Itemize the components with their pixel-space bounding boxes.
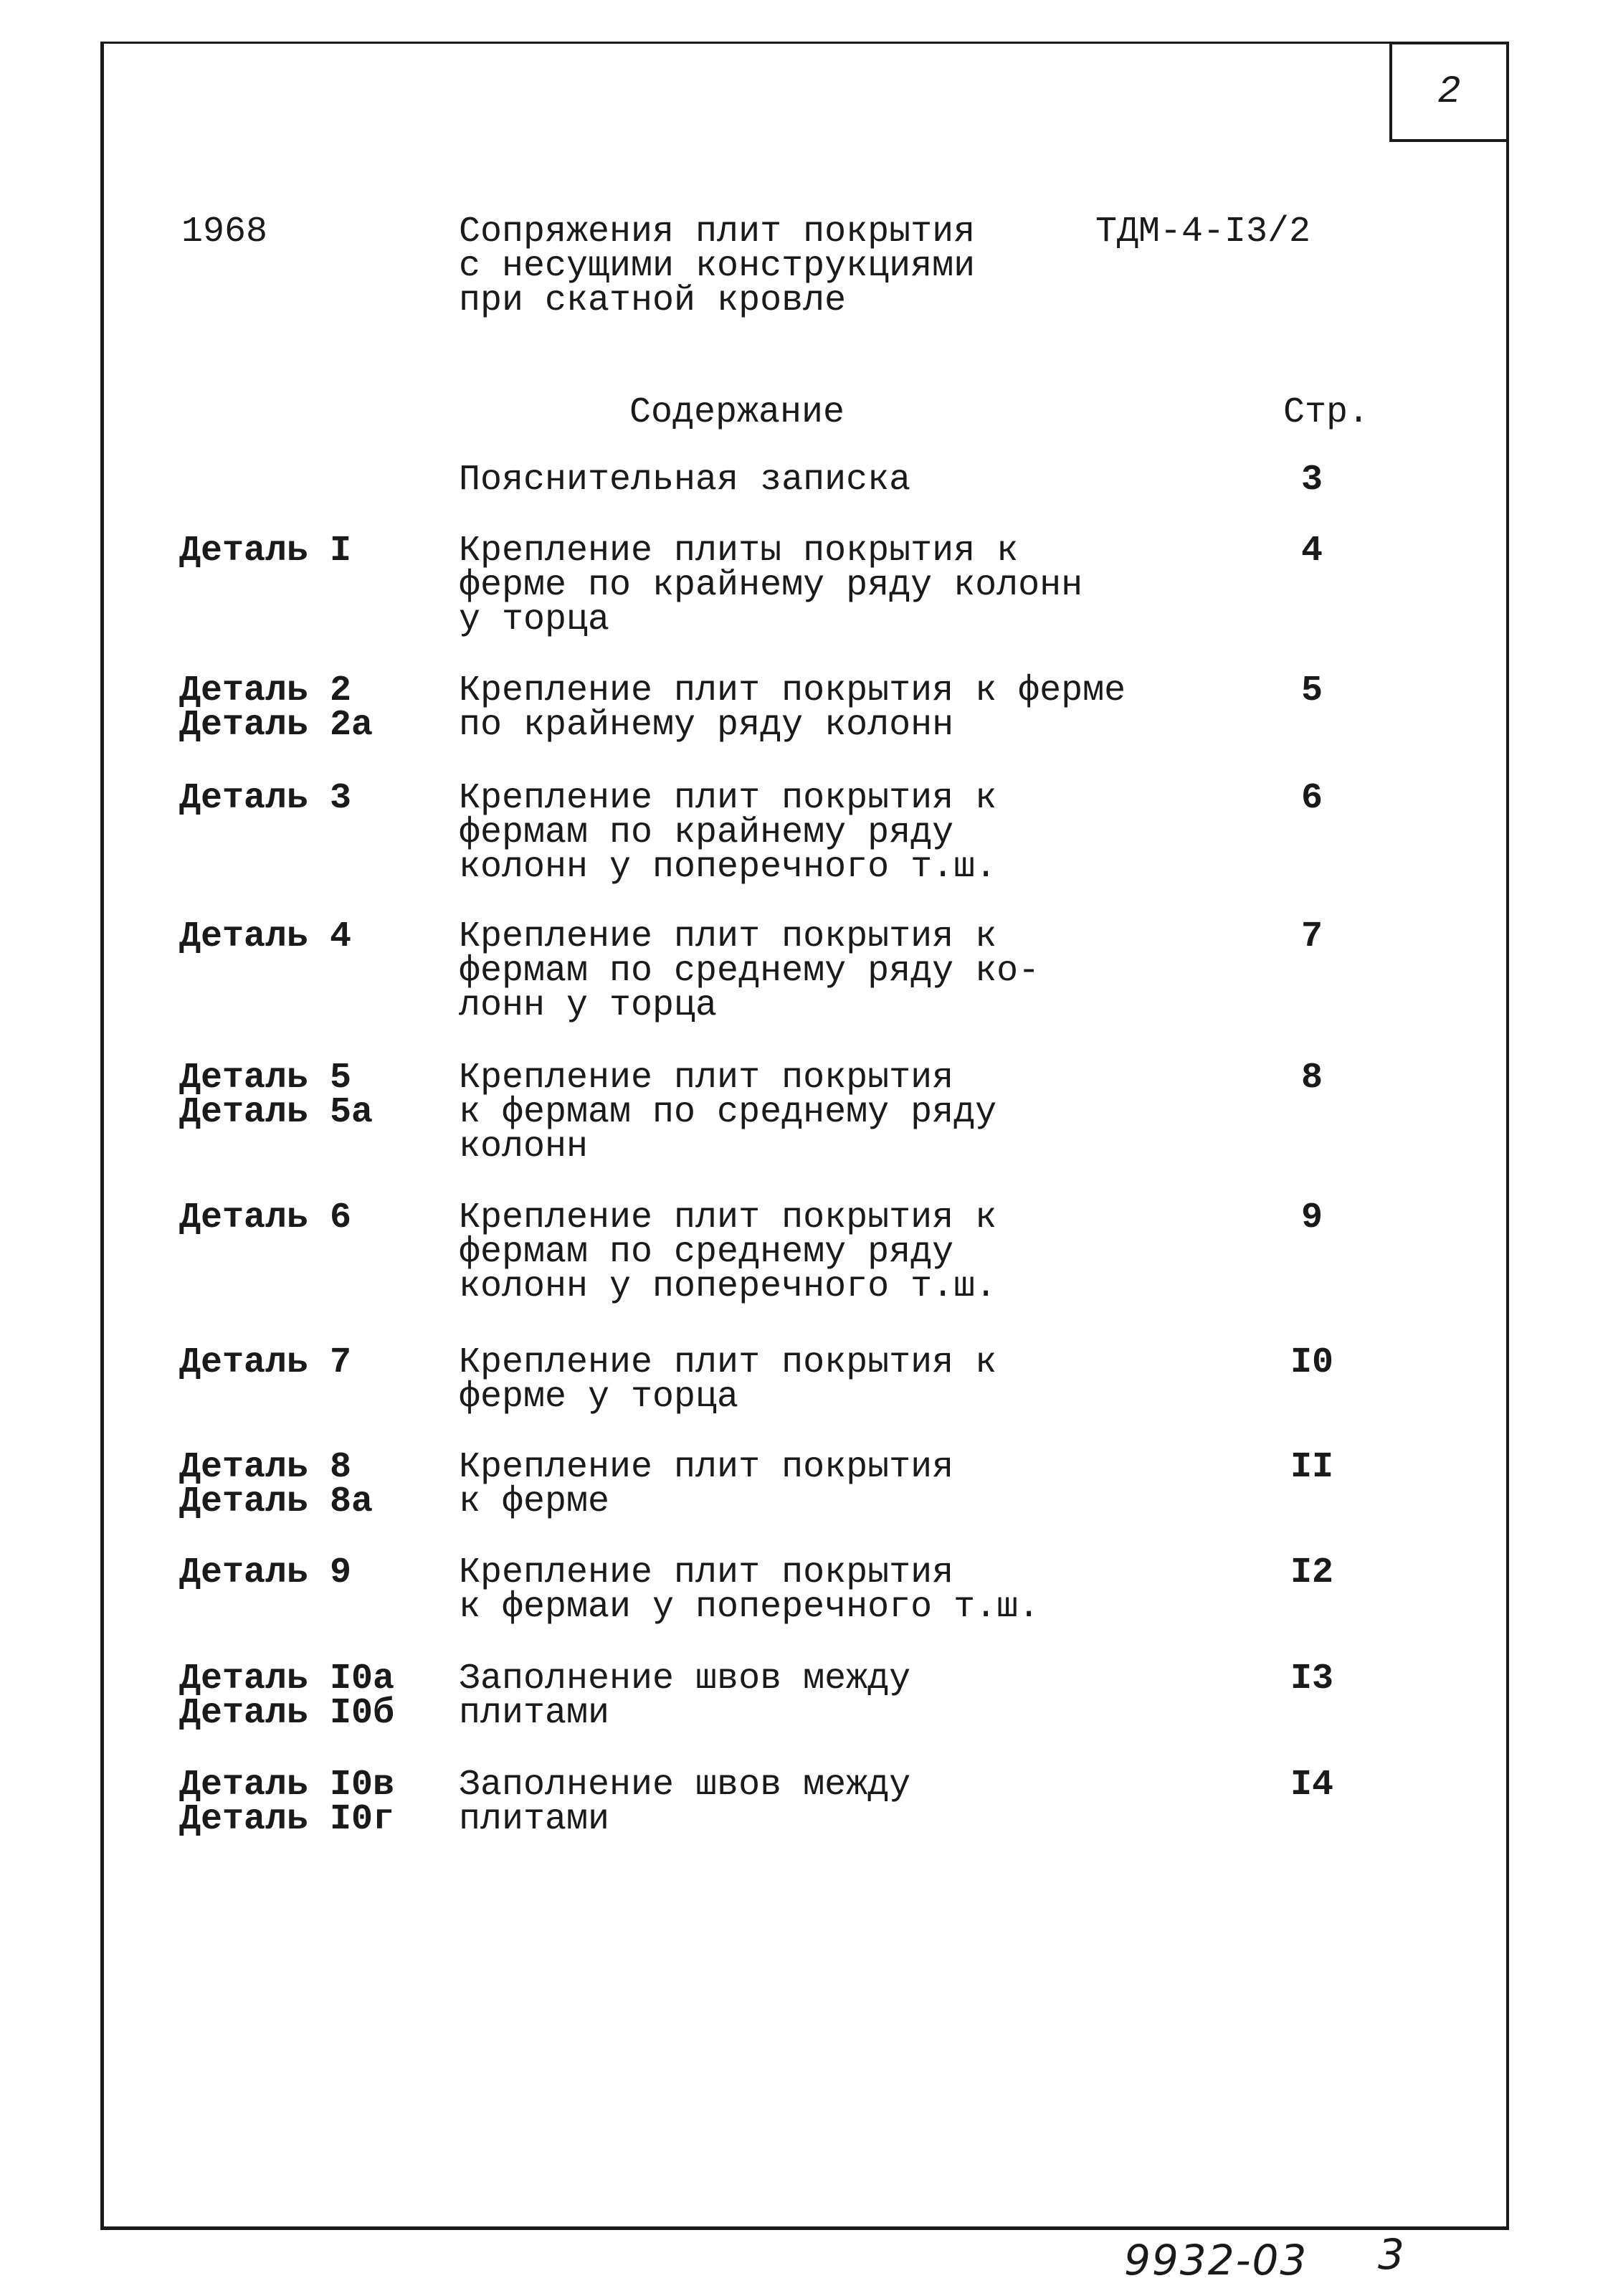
toc-page: 7	[1300, 916, 1323, 957]
toc-page: I4	[1290, 1765, 1333, 1806]
header-year: 1968	[181, 212, 268, 252]
toc-detail: Деталь 6	[179, 1197, 352, 1238]
toc-heading: Содержание	[629, 392, 845, 433]
toc-detail: Деталь 5 Деталь 5а	[179, 1058, 374, 1133]
toc-text: Заполнение швов между плитами	[459, 1765, 911, 1840]
header-code: ТДМ-4-I3/2	[1095, 212, 1311, 252]
toc-page: 5	[1300, 670, 1323, 711]
toc-page: I2	[1290, 1552, 1333, 1593]
toc-page: I3	[1290, 1659, 1333, 1699]
footer-page-number: 3	[1378, 2230, 1404, 2279]
toc-detail: Деталь 9	[179, 1552, 352, 1593]
toc-detail: Деталь 4	[179, 916, 352, 957]
toc-page: 9	[1300, 1197, 1323, 1238]
toc-page: 8	[1300, 1058, 1323, 1099]
toc-detail: Деталь 8 Деталь 8а	[179, 1447, 374, 1522]
sheet-number: 2	[1389, 42, 1509, 142]
toc-text: Крепление плит покрытия к ферме у торца	[459, 1342, 997, 1418]
toc-detail: Деталь I	[179, 531, 352, 571]
toc-detail: Деталь 3	[179, 778, 352, 819]
toc-text: Крепление плит покрытия к фермам по крайнему ряду колонн у поперечного т.ш.	[459, 778, 997, 888]
toc-detail: Деталь 2 Деталь 2а	[179, 670, 374, 746]
footer-document-code: 9932-03	[1124, 2236, 1308, 2285]
toc-page-column-label: Стр.	[1283, 392, 1370, 433]
toc-page: 4	[1300, 531, 1323, 571]
toc-detail: Деталь I0а Деталь I0б	[179, 1659, 395, 1734]
header-title: Сопряжения плит покрытия с несущими конструкциями при скатной кровле	[459, 212, 976, 321]
toc-text: Крепление плит покрытия к ферме по крайнему ряду колонн	[459, 670, 1126, 746]
toc-text: Крепление плит покрытия к фермам по среднему ряду колонн у поперечного т.ш.	[459, 1197, 997, 1307]
toc-page: I0	[1290, 1342, 1333, 1383]
toc-detail: Деталь 7	[179, 1342, 352, 1383]
toc-text: Крепление плит покрытия к фермаи у поперечного т.ш.	[459, 1552, 1040, 1628]
toc-page: 3	[1300, 460, 1323, 501]
toc-text: Пояснительная записка	[459, 460, 911, 501]
toc-text: Крепление плит покрытия к ферме	[459, 1447, 954, 1522]
toc-page: II	[1290, 1447, 1333, 1488]
toc-text: Крепление плиты покрытия к ферме по крайнему ряду колонн у торца	[459, 531, 1083, 640]
toc-page: 6	[1300, 778, 1323, 819]
toc-text: Крепление плит покрытия к фермам по среднему ряду колонн	[459, 1058, 997, 1167]
toc-text: Крепление плит покрытия к фермам по среднему ряду ко- лонн у торца	[459, 916, 1040, 1026]
toc-text: Заполнение швов между плитами	[459, 1659, 911, 1734]
toc-detail: Деталь I0в Деталь I0г	[179, 1765, 395, 1840]
